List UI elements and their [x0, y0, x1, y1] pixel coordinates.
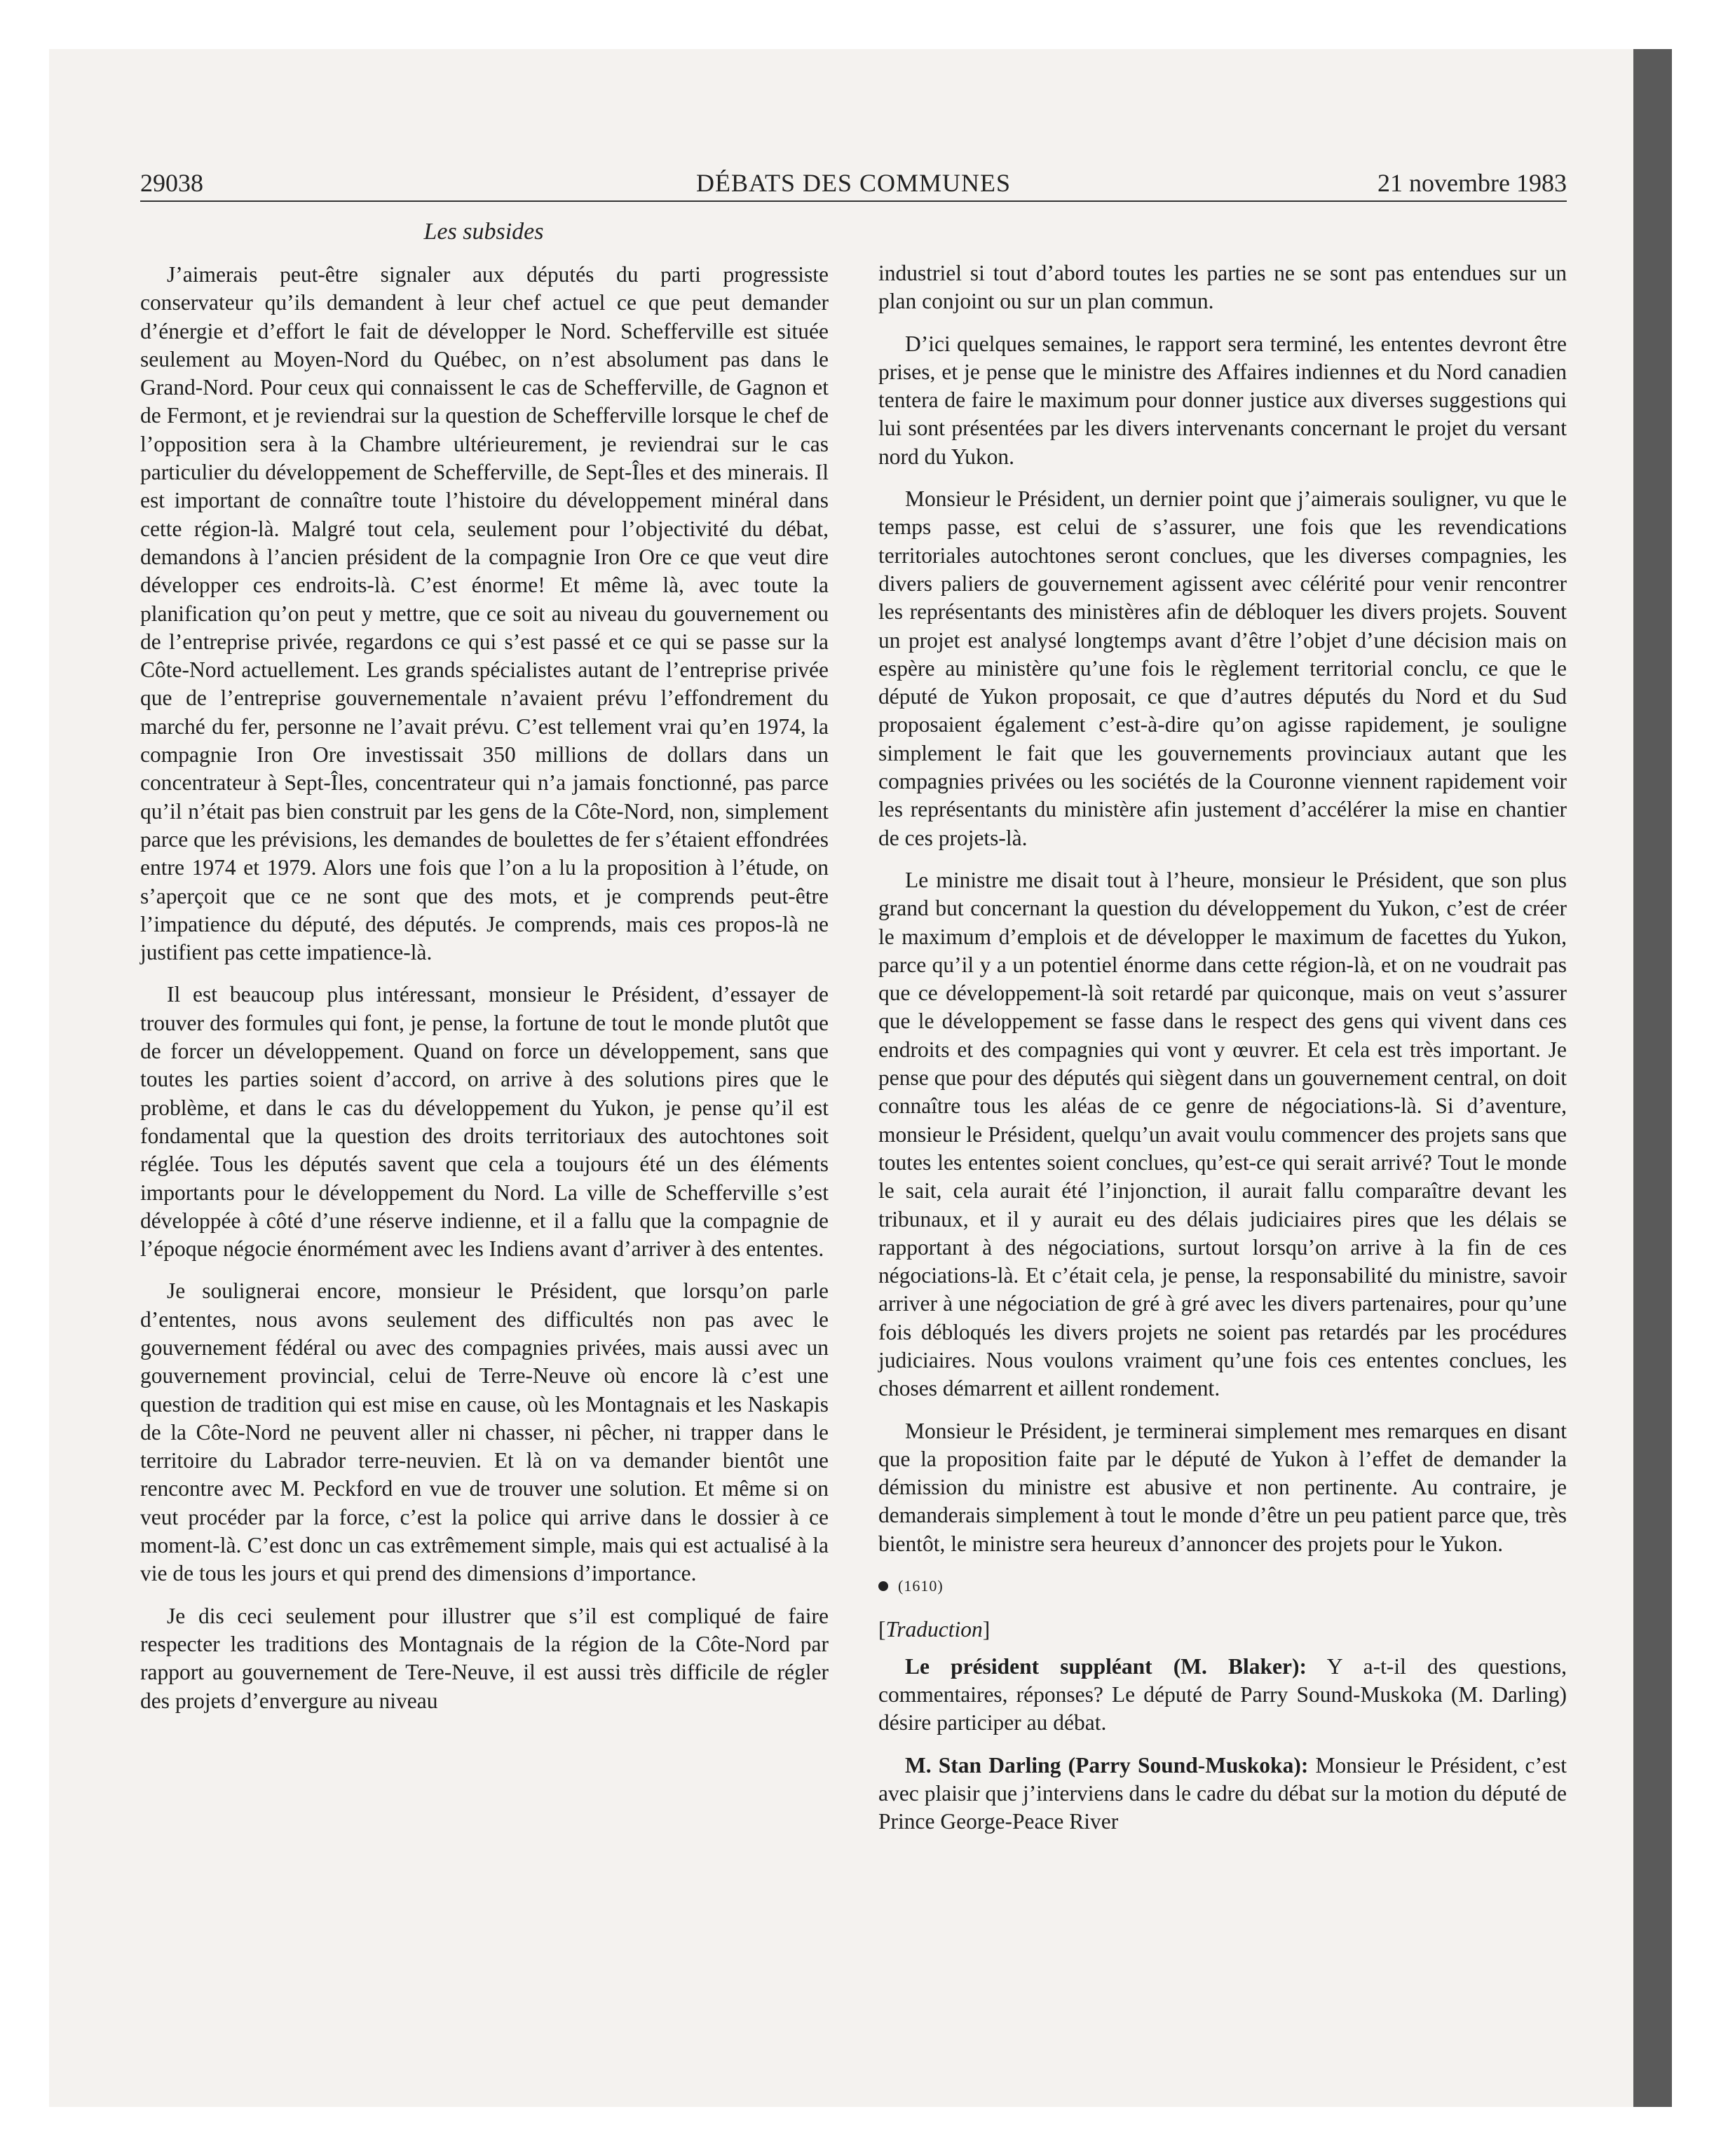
paragraph: Le ministre me disait tout à l’heure, monsieur le Président, que son plus grand but concernant la question du développement du Yukon, c’est de créer le maximum d’emplois et de développer le maximum de facettes du Yukon, parce qu’il y a un potentiel énorme dans cette région-là, et on ne voudrait pas que ce développement-là soit retardé par quiconque, mais on veut s’assurer que le développement se fasse dans le respect des gens qui vivent dans ces endroits et des compagnies qui vont y œuvrer. Et cela est très important. Je pense que pour des députés qui siègent dans un gouvernement central, on doit connaître tous les aléas de ce genre de négociations-là. Si d’aventure, monsieur le Président, quelqu’un avait voulu commencer des projets sans que toutes les ententes soient conclues, qu’est-ce qui serait arrivé? Tout le monde le sait, cela aurait été l’injonction, il aurait fallu comparaître devant les tribunaux, et il y aurait eu des délais judiciaires pires que les délais se rapportant à des négociations, surtout lorsqu’on arrive à la fin de ces négociations-là. Et c’était cela, je pense, la responsabilité du ministre, savoir arriver à une négociation de gré à gré avec les divers partenaires, pour qu’une fois débloqués les divers projets ne soient pas retardés par les procédures judiciaires. Nous voulons vraiment qu’une fois ces ententes conclues, les choses démarrent et aillent rondement. [878, 867, 1567, 1401]
paragraph: D’ici quelques semaines, le rapport sera terminé, les ententes devront être prises, et je pense que le ministre des Affaires indiennes et du Nord canadien tentera de faire le maximum pour donner justice aux diverses suggestions qui lui sont présentées par les divers intervenants concernant le projet du versant nord du Yukon. [878, 331, 1567, 469]
translation-label: Traduction [885, 1617, 983, 1642]
speaker-name: Le président suppléant (M. Blaker): [905, 1653, 1307, 1679]
translation-note: [Traduction] [878, 1617, 991, 1642]
left-column [140, 261, 829, 1729]
paragraph: J’aimerais peut-être signaler aux députés du parti progressiste conservateur qu’ils demandent à leur chef actuel ce que peut demander d’énergie et d’effort le fait de développer le Nord. Schefferville est située seulement au Moyen-Nord du Québec, on n’est absolument pas dans le Grand-Nord. Pour ceux qui connaissent le cas de Schefferville, de Gagnon et de Fermont, et je reviendrai sur la question de Schefferville lorsque le chef de l’opposition sera à la Chambre ultérieurement, je reviendrai sur le cas particulier du développement de Schefferville, de Sept-Îles et des minerais. Il est important de connaître toute l’histoire du développement minéral dans cette région-là. Malgré tout cela, seulement pour l’objectivité du débat, demandons à l’ancien président de la compagnie Iron Ore ce que veut dire développer ces endroits-là. C’est énorme! Et même là, avec toute la planification qu’on peut y mettre, que ce soit au niveau du gouvernement ou de l’entreprise privée, regardons ce qui s’est passé et ce qui se passe sur la Côte-Nord actuellement. Les grands spécialistes autant de l’entreprise privée que de l’entreprise gouvernementale n’avaient prévu l’effondrement du marché du fer, personne ne l’avait prévu. C’est tellement vrai qu’en 1974, la compagnie Iron Ore investissait 350 millions de dollars dans un concentrateur à Sept-Îles, concentrateur qui n’a jamais fonctionné, pas parce qu’il n’était pas bien construit par les gens de la Côte-Nord, non, simplement parce que les prévisions, les demandes de boulettes de fer s’étaient effondrées entre 1974 et 1979. Alors une fois que l’on a lu la proposition à l’étude, on s’aperçoit que ce ne sont que des mots, et je comprends peut-être l’impatience du député, des députés. Je comprends, mais ces propos-là ne justifient pas cette impatience-là. [140, 262, 829, 965]
time-marker [878, 1572, 1567, 1600]
speech-text: Monsieur le Président, c’est avec plaisir que j’interviens dans le cadre du débat sur la motion du député de Prince George-Peace River [878, 1752, 1567, 1834]
page-header [140, 168, 1567, 210]
paragraph: Il est beaucoup plus intéressant, monsieur le Président, d’essayer de trouver des formules qui font, je pense, la fortune de tout le monde plutôt que de forcer un développement. Quand on force un développement, sans que toutes les parties soient d’accord, on arrive à des solutions pires que le problème, et dans le cas du développement du Yukon, je pense qu’il est fondamental que la question des droits territoriaux des autochtones soit réglée. Tous les députés savent que cela a toujours été un des éléments importants pour le développement du Nord. La ville de Schefferville s’est développée à côté d’une réserve indienne, et il a fallu que la compagnie de l’époque négocie énormément avec les Indiens avant d’arriver à des ententes. [140, 982, 829, 1262]
speech-paragraph [878, 1653, 1567, 1738]
time-marker-text: (1610) [898, 1577, 944, 1595]
section-title: Les subsides [423, 219, 544, 245]
right-column [878, 259, 1567, 1850]
publication-title: DÉBATS DES COMMUNES [695, 169, 1012, 197]
scan-edge-bar [1633, 49, 1672, 2107]
speech-paragraph [878, 1752, 1567, 1836]
paragraph: Monsieur le Président, un dernier point que j’aimerais souligner, vu que le temps passe, est celui de s’assurer, une fois que les revendications territoriales autochtones seront conclues, que les diverses compagnies, les divers paliers de gouvernement agissent avec célérité pour venir rencontrer les représentants des ministères afin de débloquer les divers projets. Souvent un projet est analysé longtemps avant d’être l’objet d’une décision mais on espère au ministère qu’une fois le règlement territorial conclu, ce que le député de Yukon proposait, ce que d’autres députés du Nord et du Sud proposaient également c’est-à-dire qu’on agisse rapidement, je souligne simplement le fait que les gouvernements provinciaux autant que les compagnies privées ou les sociétés de la Couronne viennent rapidement voir les représentants du ministère afin justement d’accélérer la mise en chantier de ces projets-là. [878, 486, 1567, 850]
paragraph: Monsieur le Président, je terminerai simplement mes remarques en disant que la proposition faite par le député de Yukon à l’effet de demander la démission du ministre est abusive et non pertinente. Au contraire, je demanderais simplement à tout le monde d’être un peu patient parce que, très bientôt, le ministre sera heureux d’annoncer des projets pour le Yukon. [878, 1418, 1567, 1556]
bullet-icon [878, 1581, 888, 1591]
header-rule [140, 200, 1567, 202]
paragraph: Je soulignerai encore, monsieur le Président, que lorsqu’on parle d’ententes, nous avons seulement des difficultés non pas avec le gouvernement fédéral ou avec des compagnies privées, mais aussi avec un gouvernement provincial, celui de Terre-Neuve où encore là c’est une question de tradition qui est mise en cause, où les Montagnais et les Naskapis de la Côte-Nord ne peuvent aller ni chasser, ni pêcher, ni trapper dans le territoire du Labrador terre-neuvien. Et là on va demander bientôt une rencontre avec M. Peckford en vue de trouver une solution. Et même si on veut procéder par la force, c’est la police qui arrive dans le dossier à ce moment-là. C’est donc un cas extrêmement simple, mais qui est actualisé à la vie de tous les jours et qui prend des dimensions d’importance. [140, 1278, 829, 1586]
speech-text: Y a-t-il des questions, commentaires, réponses? Le député de Parry Sound-Muskoka (M. Darling) désire participer au débat. [878, 1653, 1567, 1735]
paragraph: Je dis ceci seulement pour illustrer que s’il est compliqué de faire respecter les traditions des Montagnais de la région de la Côte-Nord par rapport au gouvernement de Tere-Neuve, il est aussi très difficile de régler des projets d’envergure au niveau [140, 1603, 829, 1713]
header-date: 21 novembre 1983 [1377, 169, 1567, 197]
speaker-name: M. Stan Darling (Parry Sound-Muskoka): [905, 1752, 1309, 1778]
page-number: 29038 [140, 169, 203, 197]
paragraph-continuation: industriel si tout d’abord toutes les parties ne se sont pas entendues sur un plan conjoint ou sur un plan commun. [878, 261, 1567, 314]
